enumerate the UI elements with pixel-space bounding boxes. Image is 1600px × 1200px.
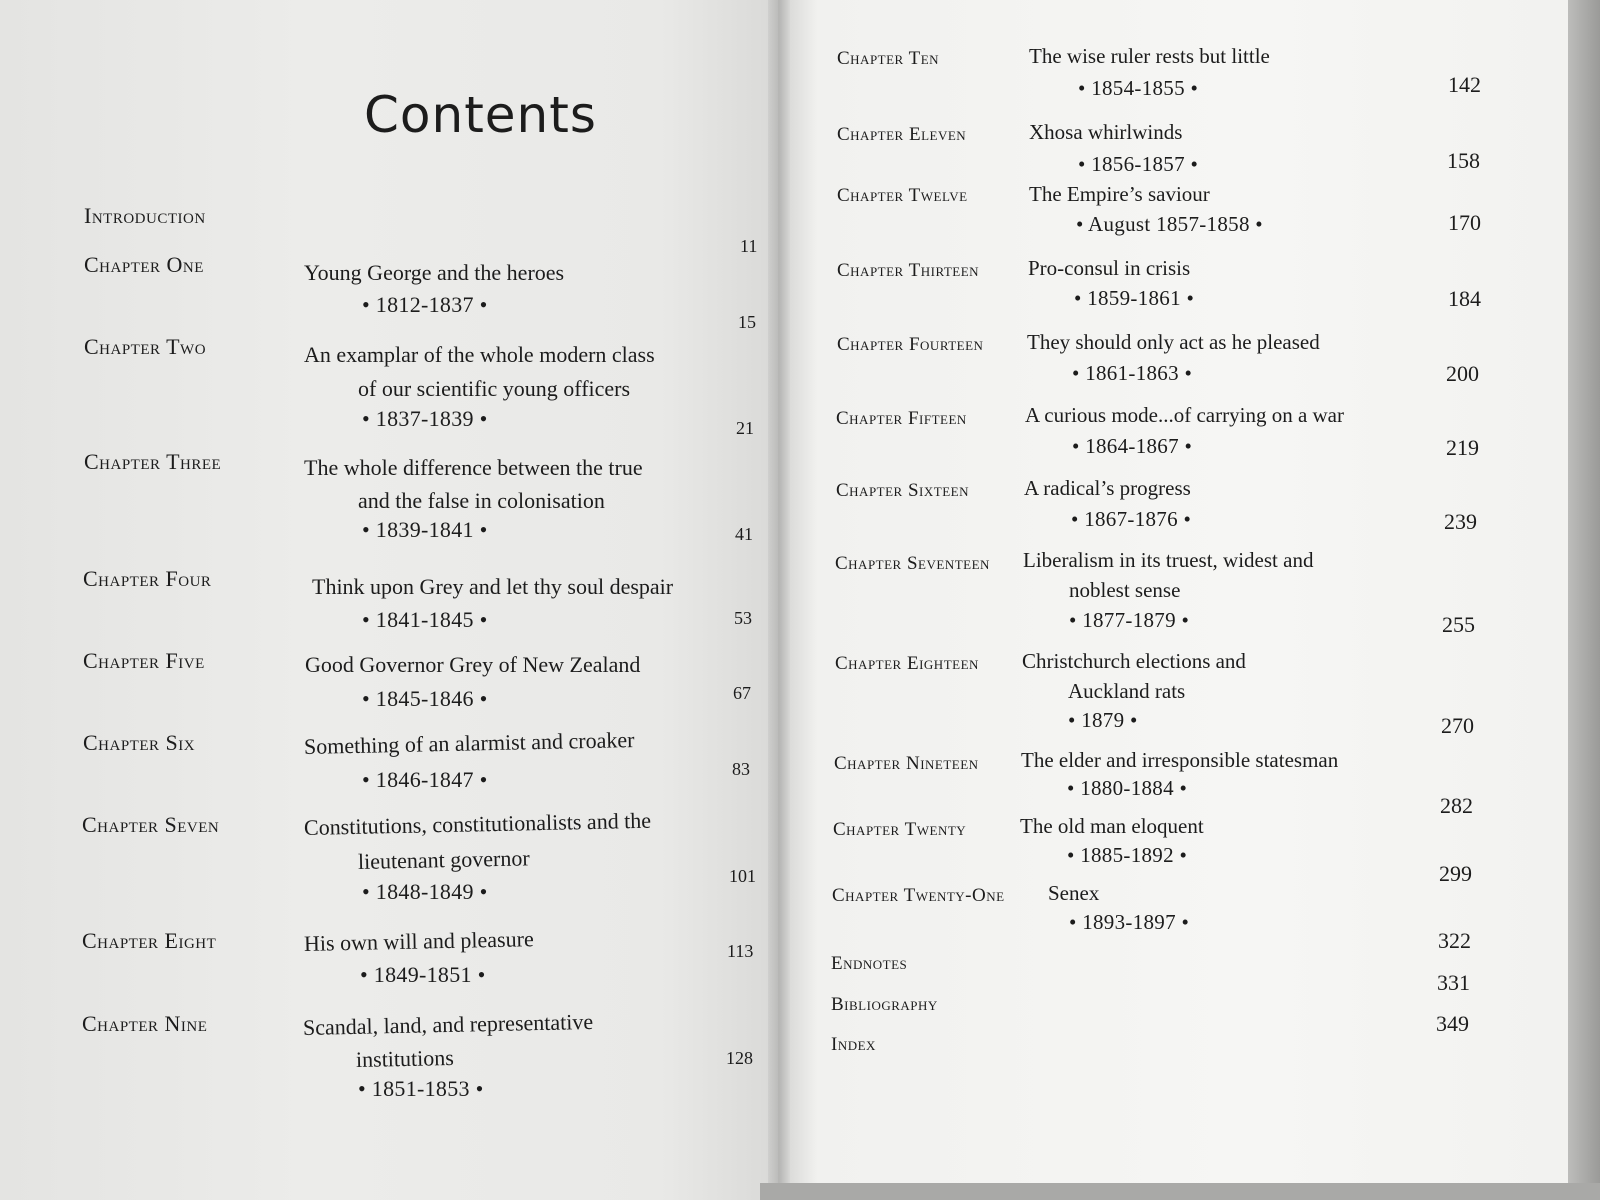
chapter-label: Chapter Three (84, 449, 222, 474)
chapter-dates: • 1837-1839 • (362, 406, 488, 431)
chapter-page: 41 (735, 524, 753, 544)
chapter-page: 282 (1440, 793, 1473, 818)
chapter-title: The old man eloquent (1020, 814, 1204, 838)
chapter-page: 322 (1438, 928, 1471, 953)
chapter-page: 255 (1442, 612, 1475, 637)
chapter-title: Senex (1048, 881, 1100, 905)
chapter-page: 219 (1446, 435, 1479, 460)
chapter-label: Chapter Eighteen (835, 653, 979, 674)
chapter-page: 128 (726, 1048, 753, 1068)
chapter-dates: • 1848-1849 • (362, 879, 488, 904)
chapter-dates: • 1880-1884 • (1067, 776, 1188, 800)
chapter-dates: • 1841-1845 • (362, 607, 488, 632)
chapter-label: Chapter Sixteen (836, 480, 969, 501)
chapter-label: Chapter Twenty-One (832, 885, 1005, 906)
chapter-title-line-2: noblest sense (1069, 578, 1181, 602)
chapter-dates: • 1849-1851 • (360, 962, 486, 987)
chapter-page: 113 (727, 941, 754, 961)
chapter-page: 184 (1448, 286, 1481, 311)
chapter-dates: • 1845-1846 • (362, 686, 488, 711)
chapter-title: A radical’s progress (1024, 476, 1191, 500)
chapter-page: 299 (1439, 861, 1472, 886)
chapter-label: Chapter Twelve (837, 185, 968, 206)
chapter-page: 158 (1447, 148, 1480, 173)
chapter-title: The elder and irresponsible statesman (1021, 748, 1339, 772)
chapter-page: 239 (1444, 509, 1477, 534)
chapter-dates: • 1879 • (1068, 708, 1138, 732)
chapter-title: The whole difference between the true (304, 455, 643, 480)
chapter-title-line-2: institutions (355, 1044, 455, 1072)
book-gutter-shadow (768, 0, 790, 1200)
back-matter-label: Bibliography (831, 994, 938, 1015)
chapter-title-line-2: Auckland rats (1068, 679, 1186, 703)
chapter-page: 200 (1446, 361, 1479, 386)
chapter-label: Chapter One (84, 252, 204, 277)
chapter-label: Chapter Twenty (833, 819, 967, 840)
chapter-dates: • 1859-1861 • (1074, 286, 1195, 310)
chapter-label: Chapter Fifteen (836, 408, 967, 429)
chapter-page: 21 (736, 418, 754, 438)
chapter-title: An examplar of the whole modern class (304, 342, 655, 367)
chapter-label: Chapter Eight (82, 928, 217, 953)
chapter-title: Scandal, land, and representative (302, 1008, 594, 1040)
chapter-title-line-2: lieutenant governor (357, 845, 530, 874)
chapter-label: Chapter Two (84, 334, 207, 359)
chapter-page: 270 (1441, 713, 1474, 738)
chapter-label: Chapter Thirteen (837, 260, 980, 281)
chapter-dates: • August 1857-1858 • (1076, 212, 1263, 236)
chapter-title: The wise ruler rests but little (1029, 44, 1270, 68)
left-page (0, 0, 778, 1200)
chapter-title: Liberalism in its truest, widest and (1023, 548, 1314, 572)
chapter-label: Chapter Four (83, 566, 212, 591)
chapter-dates: • 1846-1847 • (362, 767, 488, 792)
chapter-label: Chapter Fourteen (837, 334, 984, 355)
book-page-edge (1568, 0, 1600, 1200)
back-matter-label: Index (831, 1034, 876, 1055)
chapter-title: The Empire’s saviour (1029, 182, 1210, 206)
chapter-dates: • 1885-1892 • (1067, 843, 1188, 867)
chapter-dates: • 1867-1876 • (1071, 507, 1192, 531)
chapter-page: 15 (738, 312, 756, 332)
chapter-title-line-2: of our scientific young officers (358, 376, 631, 401)
chapter-label: Chapter Six (83, 730, 196, 755)
chapter-label: Chapter Nineteen (834, 753, 979, 774)
chapter-dates: • 1864-1867 • (1072, 434, 1193, 458)
chapter-title: Pro-consul in crisis (1028, 256, 1191, 280)
chapter-page: 142 (1448, 72, 1481, 97)
chapter-title-line-2: and the false in colonisation (358, 488, 605, 513)
chapter-page: 67 (733, 683, 751, 703)
chapter-label: Chapter Seventeen (835, 553, 990, 574)
chapter-dates: • 1854-1855 • (1078, 76, 1199, 100)
chapter-title: Think upon Grey and let thy soul despair (312, 574, 674, 599)
chapter-label: Chapter Seven (82, 812, 220, 837)
book-bottom-edge (760, 1183, 1600, 1200)
chapter-dates: • 1877-1879 • (1069, 608, 1190, 632)
chapter-title: Constitutions, constitutionalists and the (303, 807, 652, 840)
chapter-title: Good Governor Grey of New Zealand (305, 652, 641, 677)
chapter-label: Chapter Five (83, 648, 205, 673)
chapter-page: 101 (729, 866, 756, 886)
chapter-dates: • 1861-1863 • (1072, 361, 1193, 385)
chapter-dates: • 1839-1841 • (362, 517, 488, 542)
introduction-page: 11 (740, 236, 758, 256)
chapter-page: 53 (734, 608, 752, 628)
back-matter-label: Endnotes (831, 953, 908, 974)
chapter-page: 170 (1448, 210, 1481, 235)
chapter-title: Christchurch elections and (1022, 649, 1246, 673)
right-page (778, 0, 1568, 1200)
chapter-title: Xhosa whirlwinds (1029, 120, 1183, 144)
chapter-label: Chapter Nine (82, 1011, 208, 1036)
chapter-page: 83 (732, 759, 750, 779)
page-title: Contents (364, 86, 597, 144)
chapter-dates: • 1856-1857 • (1078, 152, 1199, 176)
back-matter-page: 349 (1436, 1011, 1469, 1036)
chapter-dates: • 1812-1837 • (362, 292, 488, 317)
chapter-title: They should only act as he pleased (1027, 330, 1320, 354)
chapter-title: Something of an alarmist and croaker (303, 727, 635, 759)
chapter-dates: • 1851-1853 • (358, 1076, 484, 1101)
chapter-label: Chapter Eleven (837, 124, 967, 145)
chapter-title: Young George and the heroes (304, 260, 565, 285)
back-matter-page: 331 (1437, 970, 1470, 995)
introduction-label: Introduction (84, 203, 206, 228)
chapter-title: A curious mode...of carrying on a war (1025, 403, 1344, 427)
chapter-label: Chapter Ten (837, 48, 940, 69)
chapter-dates: • 1893-1897 • (1069, 910, 1190, 934)
chapter-title: His own will and pleasure (303, 926, 534, 956)
